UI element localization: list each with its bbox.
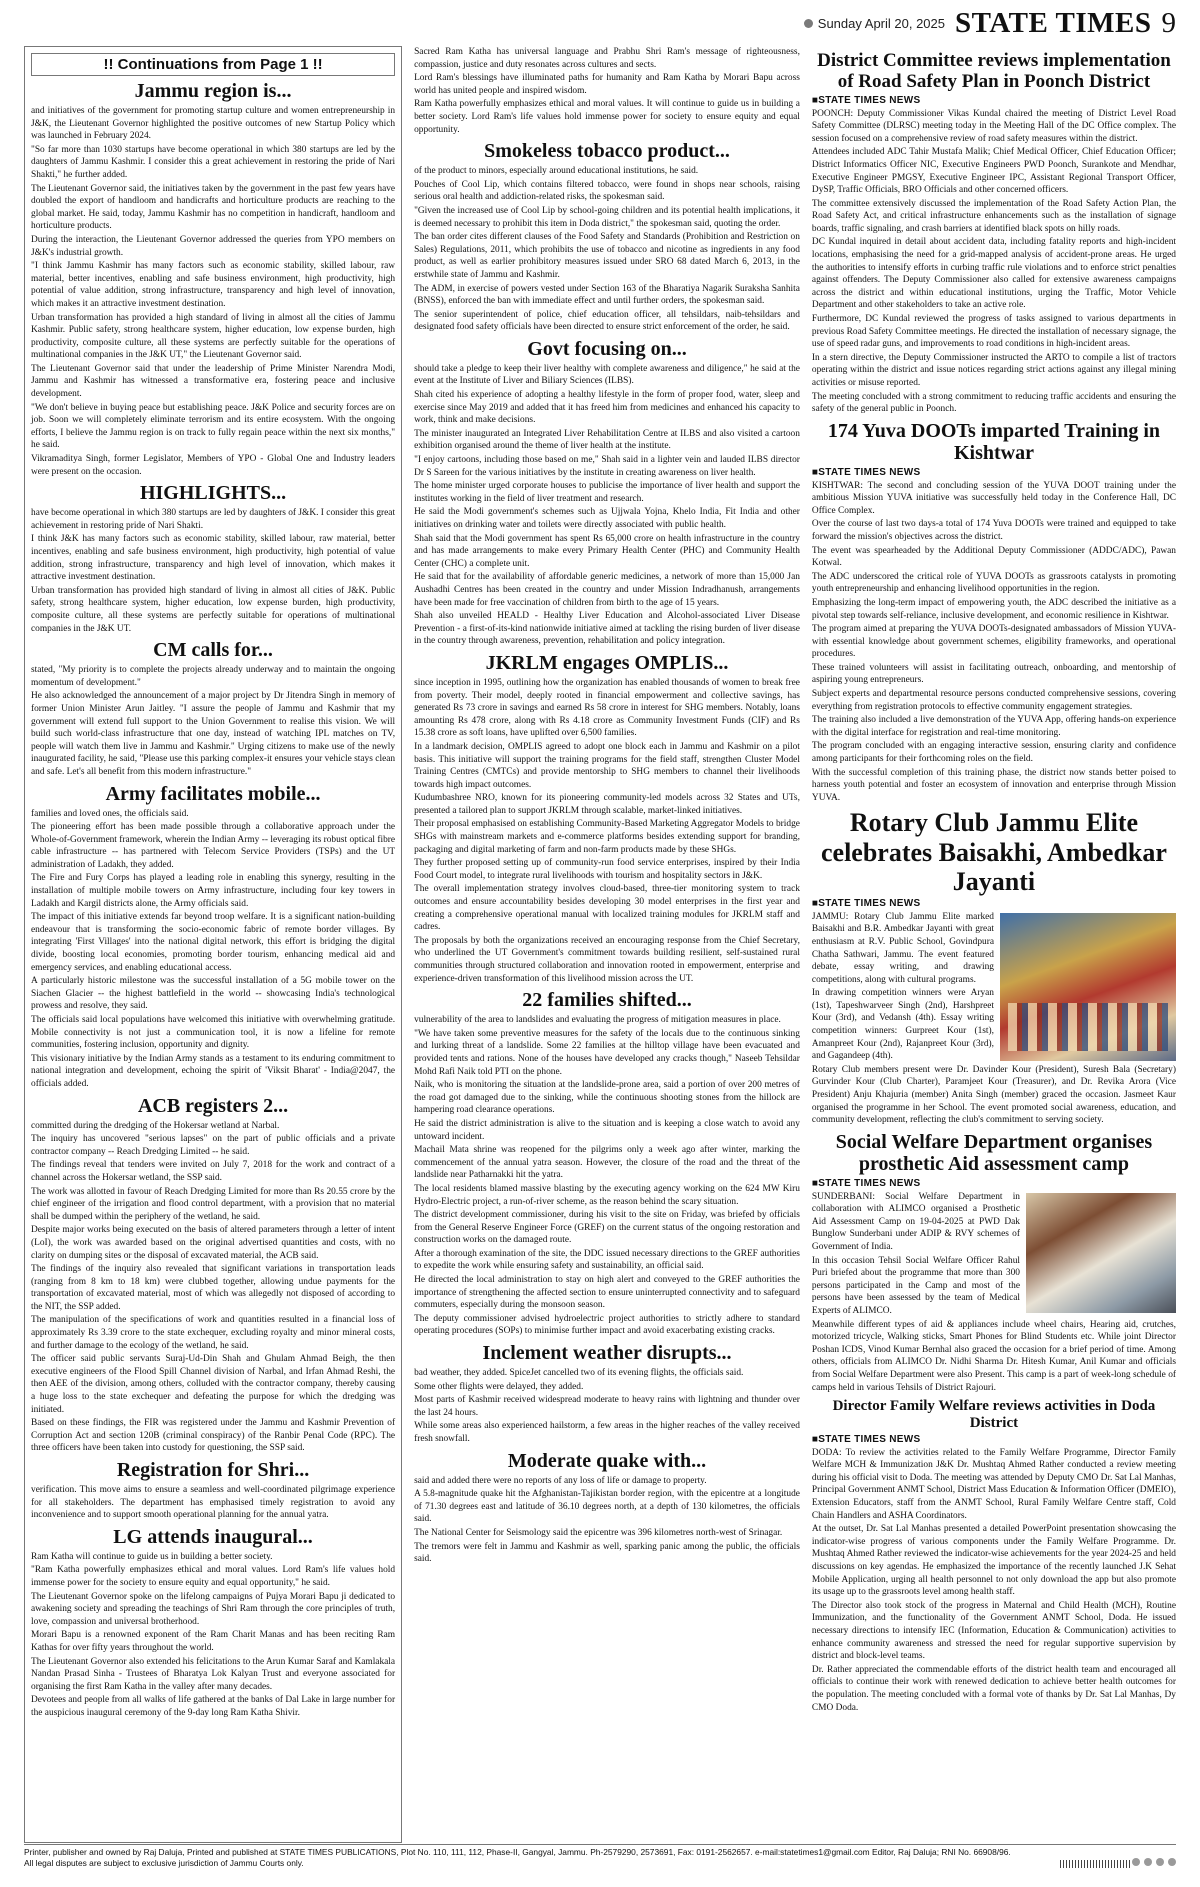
article-paragraph: of the product to minors, especially around educational institutions, he said. — [414, 166, 699, 177]
article-paragraph: committed during the dredging of the Hokersar wetland at Narbal. — [31, 1120, 280, 1131]
page-number: 9 — [1161, 6, 1176, 39]
article-paragraph: and initiatives of the government for promoting startup culture and women entrepreneurship in J&K, the Lieutenant Governor highlighted the positive outcomes of new Startup Policy which was launched in February 2024. — [31, 106, 396, 142]
article-paragraph: The manipulation of the specifications of work and quantities resulted in a financial loss of approximately Rs 3.39 crore to the state exchequer, excluding royalty and minor mineral costs, and further damage to the ecology of the wetland, he said. — [31, 1315, 396, 1351]
newspaper-logo: STATE TIMES — [955, 6, 1152, 39]
article-paragraph: This visionary initiative by the Indian Army stands as a testament to its enduring commitment to national integration and development, echoing the spirit of 'Viksit Bharat' - India@2047, the officials added. — [31, 1053, 396, 1089]
article-paragraph: The deputy commissioner advised hydroelectric project authorities to strictly adhere to standard operating procedures (SOPs) to minimise further impact and avoid exacerbating existing cracks. — [414, 1313, 800, 1337]
article-paragraph: The proposals by both the organizations received an encouraging response from the Chief Secretary, who underlined the UT Government's commitment towards building resilient, self-sustained rural communities through structured collaboration and innovation rooted in empowerment, enterprise and experience-driven transformation of this livelihood mission across the UT. — [414, 935, 800, 984]
article-paragraph: Ram Katha powerfully emphasizes ethical and moral values. It will continue to guide us in building a better society. Lord Ram's life values hold immense power for society to ensure equity and equal opportunity. — [414, 99, 800, 135]
article-paragraph: should take a pledge to keep their liver healthy with complete awareness and diligence," he said at the event at the Institute of Liver and Biliary Sciences (ILBS). — [414, 363, 800, 387]
article-paragraph: Furthermore, DC Kundal reviewed the progress of tasks assigned to various departments in previous Road Safety Committee meetings. He directed the installation of necessary signage, the use of speed radar guns, and improvements to road conditions in high-incident areas. — [811, 314, 1176, 350]
article-paragraph: The Lieutenant Governor spoke on the lifelong campaigns of Pujya Morari Bapu ji dedicated to awakening society and spreading the teachings of Shri Ram through the core principles of truth, love, compassion and universal brotherhood. — [31, 1591, 396, 1627]
article-paragraph: The Lieutenant Governor also extended his felicitations to the Arun Kumar Saraf and Kamlakala Nandan Prasad Sinha - Trustees of Bharatya Lok Kalyan Trust and everyone associated for organising the first Ram Katha in the valley after many decades. — [31, 1656, 396, 1692]
article-paragraph: The work was allotted in favour of Reach Dredging Limited for more than Rs 20.55 crore by the chief engineer of the irrigation and flood control department, with a provision that no material shall be dumped within the periphery of the wetland, he said. — [31, 1186, 396, 1222]
continuation-headline: JKRLM engages OMPLIS... — [485, 651, 729, 674]
camp-photo — [1026, 1193, 1176, 1313]
article-paragraph: A particularly historic milestone was the successful installation of a 5G mobile tower on the Siachen Glacier -- the highest battlefield in the world -- showcasing India's technological prowess and resolve, they said. — [31, 976, 396, 1012]
bullet-icon — [804, 19, 813, 28]
article-paragraph: Over the course of last two days-a total of 174 Yuva DOOTs were trained and equipped to take forward the mission's objectives across the district. — [811, 519, 1176, 542]
article-paragraph: "So far more than 1030 startups have become operational in which 380 startups are led by the daughters of Jammu Kashmir. I consider this a great achievement in restoring the pride of Nari Shakti," he further added. — [31, 144, 396, 180]
article-paragraph: The training also included a live demonstration of the YUVA App, offering hands-on experience with the digital interface for registration and real-time monitoring. — [811, 715, 1176, 738]
article-paragraph: said and added there were no reports of any loss of life or damage to property. — [414, 1475, 707, 1486]
article-paragraph: Emphasizing the long-term impact of empowering youth, the ADC described the initiative as a pivotal step towards self-reliance, inclusive development, and economic resilience in Kishtwar. — [811, 597, 1176, 621]
article-paragraph: The district development commissioner, during his visit to the site on Friday, was briefed by officials from the General Reserve Engineer Force (GREF) on the current status of the ongoing restoration and construction works on the damaged route. — [414, 1210, 800, 1246]
article-paragraph: "Given the increased use of Cool Lip by school-going children and its potential health implications, it is deemed necessary to prohibit this item in Doda district," the spokesman said, quoting the order. — [414, 205, 800, 229]
article-paragraph: Their proposal emphasised on establishing Community-Based Marketing Aggregator Models to bridge SHGs with mainstream markets and e-commerce platforms besides extending support for branding, packaging and digital marketing of farm and non-farm products made by these SHGs. — [414, 819, 800, 855]
article-paragraph: Ram Katha will continue to guide us in building a better society. — [31, 1551, 273, 1562]
article-paragraph: Subject experts and departmental resource persons conducted comprehensive sessions, covering everything from registration protocols to effective community engagement strategies. — [811, 689, 1176, 712]
article-paragraph: Machail Mata shrine was reopened for the pilgrims only a week ago after winter, marking the commencement of the annual yatra season. However, the closure of the road and the threat of the landslide near Patharnakki hit the yatra. — [414, 1145, 800, 1181]
article-paragraph: Shah also unveiled HEALD - Healthy Liver Education and Alcohol-associated Liver Disease Prevention - a first-of-its-kind nationwide initiative aimed at tackling the rising burden of liver disease in the country through awareness, prevention, rehabilitation and policy integration. — [414, 611, 800, 647]
article-paragraph: Lord Ram's blessings have illuminated paths for humanity and Ram Katha by Morari Bapu across world has united people and inspired wisdom. — [414, 73, 800, 96]
print-register-marks — [1060, 1858, 1176, 1869]
article-paragraph: The Fire and Fury Corps has played a leading role in enabling this synergy, resulting in the installation of multiple mobile towers on Army infrastructure, including four key towers in Ladakh and Kargil districts alone, the Army officials said. — [31, 873, 396, 909]
article-paragraph: Devotees and people from all walks of life gathered at the banks of Dal Lake in large number for the auspicious inaugural ceremony of the 9-day long Ram Katha Shivir. — [31, 1695, 396, 1718]
article-paragraph: He also acknowledged the announcement of a major project by Dr Jitendra Singh in memory of former Union Minister Arun Jaitley. "I assure the people of Jammu and Kashmir that my government will extend full support to the Union Government to realise this vision. We will build such world-class infrastructure that one day, instead of watching IPL matches on TV, people will watch them live in Jammu and Kashmir." Urging citizens to make use of the newly inaugurated facility, he said, "Please use this parking complex-it ensures your vehicle stays clean and safe. Let's all benefit from this modern infrastructure." — [31, 691, 396, 777]
article-paragraph: They further proposed setting up of community-run food service enterprises, inspired by their India Food Court model, to integrate rural livelihoods with tourism and hospitality sectors in J&K. — [414, 858, 800, 881]
article-paragraph: The National Center for Seismology said the epicentre was 396 kilometres north-west of Srinagar. — [414, 1527, 783, 1538]
continuation-headline: Registration for Shri... — [116, 1459, 310, 1481]
article-paragraph: In drawing competition winners were Aryan (1st), Tapeshwarveer Singh (2nd), Harshpreet Kour (3rd), and Vedansh (4th). Essay writing competition winners: Gurpreet Kour (1st), Amanpreet Kour (2nd), Rajanpreet Kour (3rd), and Gagandeep (4th). — [811, 988, 994, 1062]
article-paragraph: The ADC underscored the critical role of YUVA DOOTs as grassroots catalysts in promoting youth entrepreneurship and enhancing livelihood opportunities in the region. — [811, 571, 1176, 595]
byline-tag: ■ STATE TIMES NEWS — [812, 95, 1176, 106]
article-paragraph: Urban transformation has provided a high standard of living in almost all the cities of Jammu Kashmir. Public safety, strong healthcare system, higher education, low expense burden, high productivity, composite culture, all these systems are perfectly suitable for the operations of multinational companies in the J&K UT," the Lieutenant Governor said. — [31, 312, 396, 361]
article-paragraph: SUNDERBANI: Social Welfare Department in collaboration with ALIMCO organised a Prosthetic Aid Assessment Camp on 19-04-2025 at PWD Dak Bunglow Sunderbani under ADIP & RVY schemes of Government of India. — [811, 1191, 1020, 1252]
article-paragraph: Naik, who is monitoring the situation at the landslide-prone area, said a portion of over 200 metres of the road got damaged due to the sinking, while the continuous shooting stones from the hillock are hampering road clearance operations. — [414, 1080, 800, 1116]
article-paragraph: After a thorough examination of the site, the DDC issued necessary directions to the GREF authorities to expedite the work while ensuring safety and sustainability, an official said. — [414, 1248, 800, 1272]
barcode-icon — [1060, 1860, 1130, 1868]
article-paragraph: The pioneering effort has been made possible through a collaborative approach under the Whole-of-Government framework, wherein the Indian Army -- leveraging its robust optical fibre cable infrastructure -- has partnered with Telecom Service Providers (TSPs) and the UT administration of Ladakh, they added. — [31, 822, 396, 870]
masthead — [24, 0, 1176, 46]
article-paragraph: The ban order cites different clauses of the Food Safety and Standards (Prohibition and Restriction on Sales) Regulations, 2011, which prohibits the use of tobacco and nicotine as ingredients in any food product, as well as earlier prohibitory measures issued under SRO 68 dated March 6, 2013, in the erstwhile state of Jammu and Kashmir. — [414, 232, 800, 280]
article-paragraph: "Ram Katha powerfully emphasizes ethical and moral values. Lord Ram's life values hold immense power for the society to ensure equity and equal opportunity," he said. — [31, 1565, 396, 1588]
article-paragraph: The program aimed at preparing the YUVA DOOTs-designated ambassadors of Mission YUVA-with essential knowledge about government schemes, eligibility frameworks, and operational procedures. — [811, 624, 1176, 660]
byline-tag: ■ STATE TIMES NEWS — [812, 1434, 1176, 1445]
article-paragraph: The Director also took stock of the progress in Maternal and Child Health (MCH), Routine Immunization, and the functionality of the Government ANMT School, Doda. He issued necessary directions to intensify IEC (Information, Education & Communication) activities to enhance community awareness and stressed the need for regular supportive supervision by district and block-level teams. — [811, 1600, 1176, 1662]
article-paragraph: The impact of this initiative extends far beyond troop welfare. It is a significant nation-building endeavour that is transforming the socio-economic fabric of remote border villages. By integrating 'First Villages' into the national digital network, this effort is bridging the digital divide, boosting local economies, promoting border tourism, enhancing medical aid and emergency services, and enabling educational access. — [31, 912, 396, 973]
article-paragraph: verification. This move aims to ensure a seamless and well-coordinated pilgrimage experience for all stakeholders. The department has emphasised timely registration to avoid any inconvenience and to support smooth operational planning for the annual yatra. — [31, 1485, 396, 1521]
article-paragraph: The senior superintendent of police, chief education officer, all tehsildars, naib-tehsildars and designated food safety officials have been directed to ensure strict enforcement of the order, he said. — [414, 309, 800, 333]
issue-date-text: Sunday April 20, 2025 — [817, 15, 945, 31]
article-paragraph: The minister inaugurated an Integrated Liver Rehabilitation Centre at ILBS and also visited a cartoon exhibition organised around the theme of liver health at the institute. — [414, 428, 800, 452]
imprint-footer — [24, 1844, 1176, 1869]
article-paragraph: The officer said public servants Suraj-Ud-Din Shah and Ghulam Ahmad Beigh, the then executive engineers of the Flood Spill Channel division of Narbal, and Irfan Ahmad Reshi, the then AEE of the division, among others, colluded with the contractor company, thereby causing a huge loss to the state exchequer and defeating the purpose for which the dredging was initiated. — [31, 1354, 396, 1415]
article-paragraph: Meanwhile different types of aid & appliances include wheel chairs, Hearing aid, crutches, motorized tricycle, Walking sticks, Smart Phones for Blind Students etc. While joint Director Poshan ICDS, Vinod Kumar Bernhal also graced the occasion for a brief period of time. Among others, officials from ALIMCO Dr. Nidhi Sharma Dr. Hitesh Kumar, Anil Kumar and officials from Social Welfare Department were also Present. This camp is a part of week-long schedule of camps held in various Tehsils of District Rajouri. — [811, 1319, 1176, 1393]
article-paragraph: Pouches of Cool Lip, which contains filtered tobacco, were found in shops near schools, raising serious oral health and addiction-related risks, the spokesman said. — [414, 179, 800, 203]
byline-tag: ■ STATE TIMES NEWS — [812, 1178, 1176, 1189]
article-paragraph: families and loved ones, the officials said. — [31, 808, 189, 819]
article-paragraph: The meeting concluded with a strong commitment to reducing traffic accidents and ensuring the safety of the general public in Poonch. — [811, 391, 1176, 415]
article-paragraph: Dr. Rather appreciated the commendable efforts of the district health team and encouraged all officials to continue their work with renewed dedication to achieve better health outcomes for the population. The meeting concluded with a formal vote of thanks by Dr. Sat Lal Manhas, Dy CMO Doda. — [811, 1664, 1176, 1713]
article-paragraph: In a stern directive, the Deputy Commissioner instructed the ARTO to compile a list of tractors operating within the district and issue notices regarding strict actions against any illegal mining activities or misuse reported. — [811, 352, 1176, 388]
continuation-headline: Smokeless tobacco product... — [484, 140, 730, 163]
continuations-banner: !! Continuations from Page 1 !! — [31, 53, 395, 76]
issue-date — [804, 16, 945, 31]
article-paragraph: Shah said that the Modi government has spent Rs 65,000 crore on health infrastructure in the country and has made arrangements to make every Primary Health Center (PHC) and Community Health Center (CHC) a complete unit. — [414, 533, 800, 569]
article-paragraph: Some other flights were delayed, they added. — [414, 1381, 584, 1392]
article-paragraph: The local residents blamed massive blasting by the executing agency working on the 624 MW Kiru Hydro-Electric project, a run-of-river scheme, as the reason behind the scary situation. — [414, 1183, 800, 1207]
continuation-headline: Jammu region is... — [134, 80, 292, 102]
article-paragraph: POONCH: Deputy Commissioner Vikas Kundal chaired the meeting of District Level Road Safety Committee (DLRSC) meeting today in the Meeting Hall of the DC Office complex. The session focused on a comprehensive review of road safety measures within the district. — [811, 108, 1176, 144]
byline-tag: ■ STATE TIMES NEWS — [812, 467, 1176, 478]
continuation-headline: HIGHLIGHTS... — [139, 482, 287, 505]
article-paragraph: "I enjoy cartoons, including those based on me," Shah said in a lighter vein and lauded ILBS director Dr S Sareen for the various initiatives by the institute in creating awareness on liver health. — [414, 455, 800, 478]
article-paragraph: bad weather, they added. SpiceJet cancelled two of its evening flights, the officials said. — [414, 1368, 744, 1379]
article-paragraph: Shah cited his experience of adopting a healthy lifestyle in the form of proper food, water, sleep and exercise since May 2019 and added that it has freed him from medicines and enhanced his capacity to work, think and make decisions. — [414, 390, 800, 426]
byline-tag: ■ STATE TIMES NEWS — [812, 898, 1176, 909]
article-paragraph: Vikramaditya Singh, former Legislator, Members of YPO - Global One and Industry leaders were present on the occasion. — [31, 454, 396, 477]
article-paragraph: The event was spearheaded by the Additional Deputy Commissioner (ADDC/ADC), Pawan Kotwal. — [811, 545, 1176, 569]
article-paragraph: The program concluded with an engaging interactive session, ensuring clarity and confidence among participants for their forthcoming roles on the field. — [811, 741, 1176, 765]
columns — [24, 46, 1176, 1843]
news-headline: District Committee reviews implementation of Road Safety Plan in Poonch District — [817, 50, 1171, 93]
article-paragraph: At the outset, Dr. Sat Lal Manhas presented a detailed PowerPoint presentation showcasing the indicator-wise progress of various components under the Family Welfare Programme. Dr. Mushtaq Ahmed Rather reviewed the indicator-wise achievements for the year 2024-25 and held discussions on key agendas. He emphasized the importance of the recently launched J.K Sehat Mobile Application, urging all health personnel to not only download the app but also promote its usage up to the grassroots level among health staff. — [811, 1524, 1176, 1598]
article-paragraph: Morari Bapu is a renowned exponent of the Ram Charit Manas and has been reciting Ram Kathas for over fifty years throughout the world. — [31, 1630, 396, 1653]
article-paragraph: The tremors were felt in Jammu and Kashmir as well, sparking panic among the public, the officials said. — [414, 1541, 800, 1565]
article-paragraph: Kudumbashree NRO, known for its pioneering community-led models across 32 States and UTs, presented a tailored plan to support JKRLM through scalable, market-linked initiatives. — [414, 793, 800, 816]
article-paragraph: I think J&K has many factors such as economic stability, skilled labour, raw material, better incentives, enabling and safe business environment, high productivity, high potential of value addition, strong infrastructure, transparency and high level of innovation, which makes it attractive investment destination. — [31, 534, 396, 583]
news-headline: Social Welfare Department organises prosthetic Aid assessment camp — [835, 1130, 1153, 1176]
imprint-line: Printer, publisher and owned by Raj Daluja, Printed and published at STATE TIMES PUBLICATIONS, Plot No. 110, 111, 112, Phase-II, Gangyal, Jammu. Ph-2579290, 2573691, Fax: 0191-2562657. e-mail:statetimes1@gmail.com Editor, Raj Daluja; RNI No. 66908/96. — [24, 1847, 1011, 1857]
article-paragraph: He said the district administration is alive to the situation and is keeping a close watch to avoid any untoward incident. — [414, 1118, 800, 1142]
article-paragraph: Urban transformation has provided high standard of living in almost all cities of J&K. Public safety, strong healthcare system, higher education, low expense burden, high productivity, composite culture, all these systems are perfectly suitable for operations of multinational companies in the J&K UT. — [31, 585, 396, 634]
article-paragraph: JAMMU: Rotary Club Jammu Elite marked Baisakhi and B.R. Ambedkar Jayanti with great enthusiasm at R.V. Public School, Govindpura Chatha Sathwari, Jammu. The event featured debate, essay writing, and drawing competitions, along with cultural programs. — [811, 911, 994, 985]
middle-column — [414, 46, 800, 1843]
article-paragraph: The officials said local populations have welcomed this initiative with overwhelming gratitude. Mobile connectivity is not just a communication tool, it is now a lifeline for remote communities, fostering inclusion, opportunity and dignity. — [31, 1015, 396, 1051]
article-paragraph: The Lieutenant Governor said that under the leadership of Prime Minister Narendra Modi, Jammu and Kashmir has witnessed a transformative era, fostering peace and inclusive development. — [31, 363, 396, 400]
event-photo — [1000, 913, 1176, 1061]
article-paragraph: Most parts of Kashmir received widespread moderate to heavy rains with lightning and thunder over the last 24 hours. — [414, 1395, 800, 1418]
article-paragraph: The inquiry has uncovered "serious lapses" on the part of public officials and a private contractor company -- Reach Dredging Limited -- he said. — [31, 1134, 396, 1157]
article-paragraph: KISHTWAR: The second and concluding session of the YUVA DOOT training under the ambitious Mission YUVA initiative was successfully held today in the Conference Hall, DC Office Complex. — [811, 480, 1176, 516]
article-paragraph: In a landmark decision, OMPLIS agreed to adopt one block each in Jammu and Kashmir on a pilot basis. This initiative will support the training programs for the field staff, strengthen Cluster Model Training Centres (CMTCs) and provide mentorship to SHG members to channel their livelihoods towards high impact outcomes. — [414, 741, 800, 790]
article-paragraph: He said the Modi government's schemes such as Ujjwala Yojna, Khelo India, Fit India and other initiatives on drinking water and toilets were directly associated with public health. — [414, 507, 800, 530]
article-paragraph: Based on these findings, the FIR was registered under the Jammu and Kashmir Prevention of Corruption Act and section 120B (criminal conspiracy) of the Ranbir Penal Code (RPC). The three officers have been taken into custody for questioning, the SSP said. — [31, 1418, 396, 1454]
article-paragraph: DC Kundal inquired in detail about accident data, including fatality reports and high-incident locations, emphasising the need for a grid-mapped analysis of accident-prone areas. He urged the authorities to intensify efforts in curbing traffic rule violations and to enforce strict penalties against offenders. The Deputy Commissioner also called for extensive awareness campaigns across the district and within educational institutions, urging the Traffic, Motor Vehicle Department and other stakeholders to take an active role. — [811, 237, 1176, 311]
news-headline: 174 Yuva DOOTs imparted Training in Kishtwar — [827, 419, 1161, 465]
article-paragraph: During the interaction, the Lieutenant Governor addressed the queries from YPO members on J&K's industrial growth. — [31, 234, 396, 258]
article-paragraph: The committee extensively discussed the implementation of the Road Safety Action Plan, the Road Safety Act, and critical infrastructure enhancements such as the installation of signage boards, traffic signaling, and crash barriers at identified black spots on hilly roads. — [811, 198, 1176, 234]
article-paragraph: The findings reveal that tenders were invited on July 7, 2018 for the work and contract of a channel across the Hokersar wetland, the SSP said. — [31, 1160, 396, 1183]
news-headline: Rotary Club Jammu Elite celebrates Baisakhi, Ambedkar Jayanti — [820, 808, 1167, 896]
article-paragraph: The Lieutenant Governor said, the initiatives taken by the government in the past few years have doubled the export of handloom and handicrafts and horticulture products are reaching to the global market. He said, today, Jammu Kashmir has no competition in handicraft, handloom and horticulture products. — [31, 183, 396, 232]
article-paragraph: While some areas also experienced hailstorm, a few areas in the higher reaches of the valley received fresh snowfall. — [414, 1421, 800, 1444]
article-paragraph: The home minister urged corporate houses to publicise the importance of liver health and support the institutes working in the field of liver treatment and research. — [414, 481, 800, 504]
article-paragraph: "We don't believe in buying peace but establishing peace. J&K Police and security forces are on job. Soon we will completely eliminate terrorism and its entire ecosystem. With the ongoing efforts, I believe the Jammu region is on track to fully regain peace within the next six months," he said. — [31, 402, 396, 451]
continuation-headline: ACB registers 2... — [137, 1094, 289, 1117]
jurisdiction-line: All legal disputes are subject to exclusive jurisdiction of Jammu Courts only. — [24, 1857, 304, 1868]
continuation-headline: Govt focusing on... — [527, 337, 687, 360]
article-paragraph: He said that for the availability of affordable generic medicines, a network of more than 15,000 Jan Aushadhi Centres has been created in the country and under Mission Indradhanush, arrangements have been made for free vaccination of children from birth to the age of 15 years. — [414, 572, 800, 608]
registration-marks-icon — [1132, 1858, 1176, 1866]
article-paragraph: The findings of the inquiry also revealed that significant variations in transportation leads (ranging from 8 km to 18 km) were clubbed together, allowing undue payments for the transportation of excavated material, most of which was allegedly not disposed of according to the NIT, the SSP added. — [31, 1264, 396, 1312]
continuation-headline: Moderate quake with... — [507, 1449, 707, 1472]
continuation-headline: Army facilitates mobile... — [105, 782, 321, 805]
article-paragraph: "We have taken some preventive measures for the safety of the locals due to the continuous sinking and lurking threat of a landslide. Some 22 families at the hilltop village have been evacuated and provided tents and rations. None of the houses have developed any cracks though," Naseeb Tehsildar Mohd Rafi Naik told PTI on the phone. — [414, 1028, 800, 1077]
article-paragraph: DODA: To review the activities related to the Family Welfare Programme, Director Family Welfare MCH & Immunization J&K Dr. Mushtaq Ahmed Rather conducted a review meeting during his official visit to Doda. The meeting was attended by Deputy CMO Dr. Sat Lal Manhas, Principal Government ANMT School, District Mass Education & Information Officer (DMEIO), Extension Educators, staff from the ANMT School, Rural Family Welfare Centre staff, Cold Chain Handlers and ASHA Coordinators. — [811, 1447, 1176, 1521]
article-paragraph: since inception in 1995, outlining how the organization has enabled thousands of women to break free from poverty. Their model, deeply rooted in financial empowerment and collective savings, has generated Rs 73 crore in savings and earned Rs 58 crore in interest for SHG members. Notably, loans amounting Rs 478 crore, along with Rs 4.18 crore as Community Investment Funds (CIF) and Rs 15.38 crore as soft loans, have uplifted over 6,500 families. — [414, 677, 800, 739]
article-paragraph: Rotary Club members present were Dr. Davinder Kour (President), Suresh Bala (Secretary) Gurvinder Kour (Club Charter), Paramjeet Kour (Treasurer), and Dr. Revika Arora (Vice President) Anju Khajuria (member) Anita Singh (member) graced the occasion. Jasmeet Kaur organised the programme in her School. The event promoted social awareness, education, and community development, reflecting the club's commitment to serving society. — [811, 1064, 1176, 1126]
continuation-headline: CM calls for... — [153, 639, 273, 662]
article-paragraph: stated, "My priority is to complete the projects already underway and to maintain the ongoing momentum of development." — [31, 665, 396, 688]
continuation-headline: LG attends inaugural... — [113, 1525, 313, 1548]
article-paragraph: In this occasion Tehsil Social Welfare Officer Rahul Puri briefed about the programme that more than 300 persons participated in the Camp and most of the persons have been assessed by the team of Medical Experts of ALIMCO. — [811, 1255, 1020, 1316]
article-paragraph: A 5.8-magnitude quake hit the Afghanistan-Tajikistan border region, with the epicentre at a longitude of 71.30 degrees east and latitude of 36.10 degrees north, at a depth of 130 kilometres, the officials said. — [414, 1489, 800, 1525]
news-headline: Director Family Welfare reviews activities in Doda District — [832, 1398, 1156, 1431]
article-paragraph: These trained volunteers will assist in facilitating outreach, onboarding, and mentorship of aspiring young entrepreneurs. — [811, 662, 1176, 686]
continuation-headline: 22 families shifted... — [522, 989, 692, 1012]
continuation-headline: Inclement weather disrupts... — [482, 1342, 732, 1365]
article-paragraph: With the successful completion of this training phase, the district now stands better poised to harness youth potential and foster an ecosystem of innovation and enterprise through Mission YUVA. — [811, 767, 1176, 803]
article-paragraph: vulnerability of the area to landslides and evaluating the progress of mitigation measures in place. — [414, 1015, 781, 1026]
article-paragraph: Sacred Ram Katha has universal language and Prabhu Shri Ram's message of righteousness, compassion, justice and duty resonates across cultures and sects. — [414, 47, 800, 70]
article-paragraph: The ADM, in exercise of powers vested under Section 163 of the Bharatiya Nagarik Suraksha Sanhita (BNSS), enforced the ban with immediate effect and until further orders, the spokesman said. — [414, 283, 800, 307]
article-paragraph: Attendees included ADC Tahir Mustafa Malik; Chief Medical Officer, Chief Education Officer; District Informatics Officer NIC, Executive Engineers PWD Poonch, Surankote and Mendhar, Executive Engineer PMGSY, Executive Engineer IPC, Assistant Regional Transport Officer, DySP, Traffic Officials, BRO Officials and other concerned officers. — [811, 147, 1176, 196]
article-paragraph: have become operational in which 380 startups are led by daughters of J&K. I consider this great achievement in restoring pride of Nari Shakti. — [31, 508, 396, 531]
article-paragraph: He directed the local administration to stay on high alert and conveyed to the GREF authorities the importance of strengthening the affected section to ensure uninterrupted connectivity and to safeguard commuters, especially during the monsoon season. — [414, 1275, 800, 1311]
article-paragraph: Despite major works being executed on the basis of altered parameters through a letter of intent (LoI), the work was awarded based on the original advertised quantities and costs, with no clarity on dumping sites or the disposal of excavated material, the ACB said. — [31, 1225, 396, 1261]
right-column — [812, 46, 1176, 1843]
continuations-column — [24, 46, 402, 1843]
article-paragraph: The overall implementation strategy involves cloud-based, three-tier monitoring system to track outcomes and ensure accountability besides developing 30 model enterprises in the first year and creating a comprehensive operational manual with localized training modules for JKRLM staff and cadres. — [414, 884, 800, 933]
article-paragraph: "I think Jammu Kashmir has many factors such as economic stability, skilled labour, raw material, better incentives, enabling and safe business environment, high productivity, high potential of value addition, strong infrastructure, transparency and high level of innovation, which makes it an attractive investment destination. — [31, 261, 396, 309]
